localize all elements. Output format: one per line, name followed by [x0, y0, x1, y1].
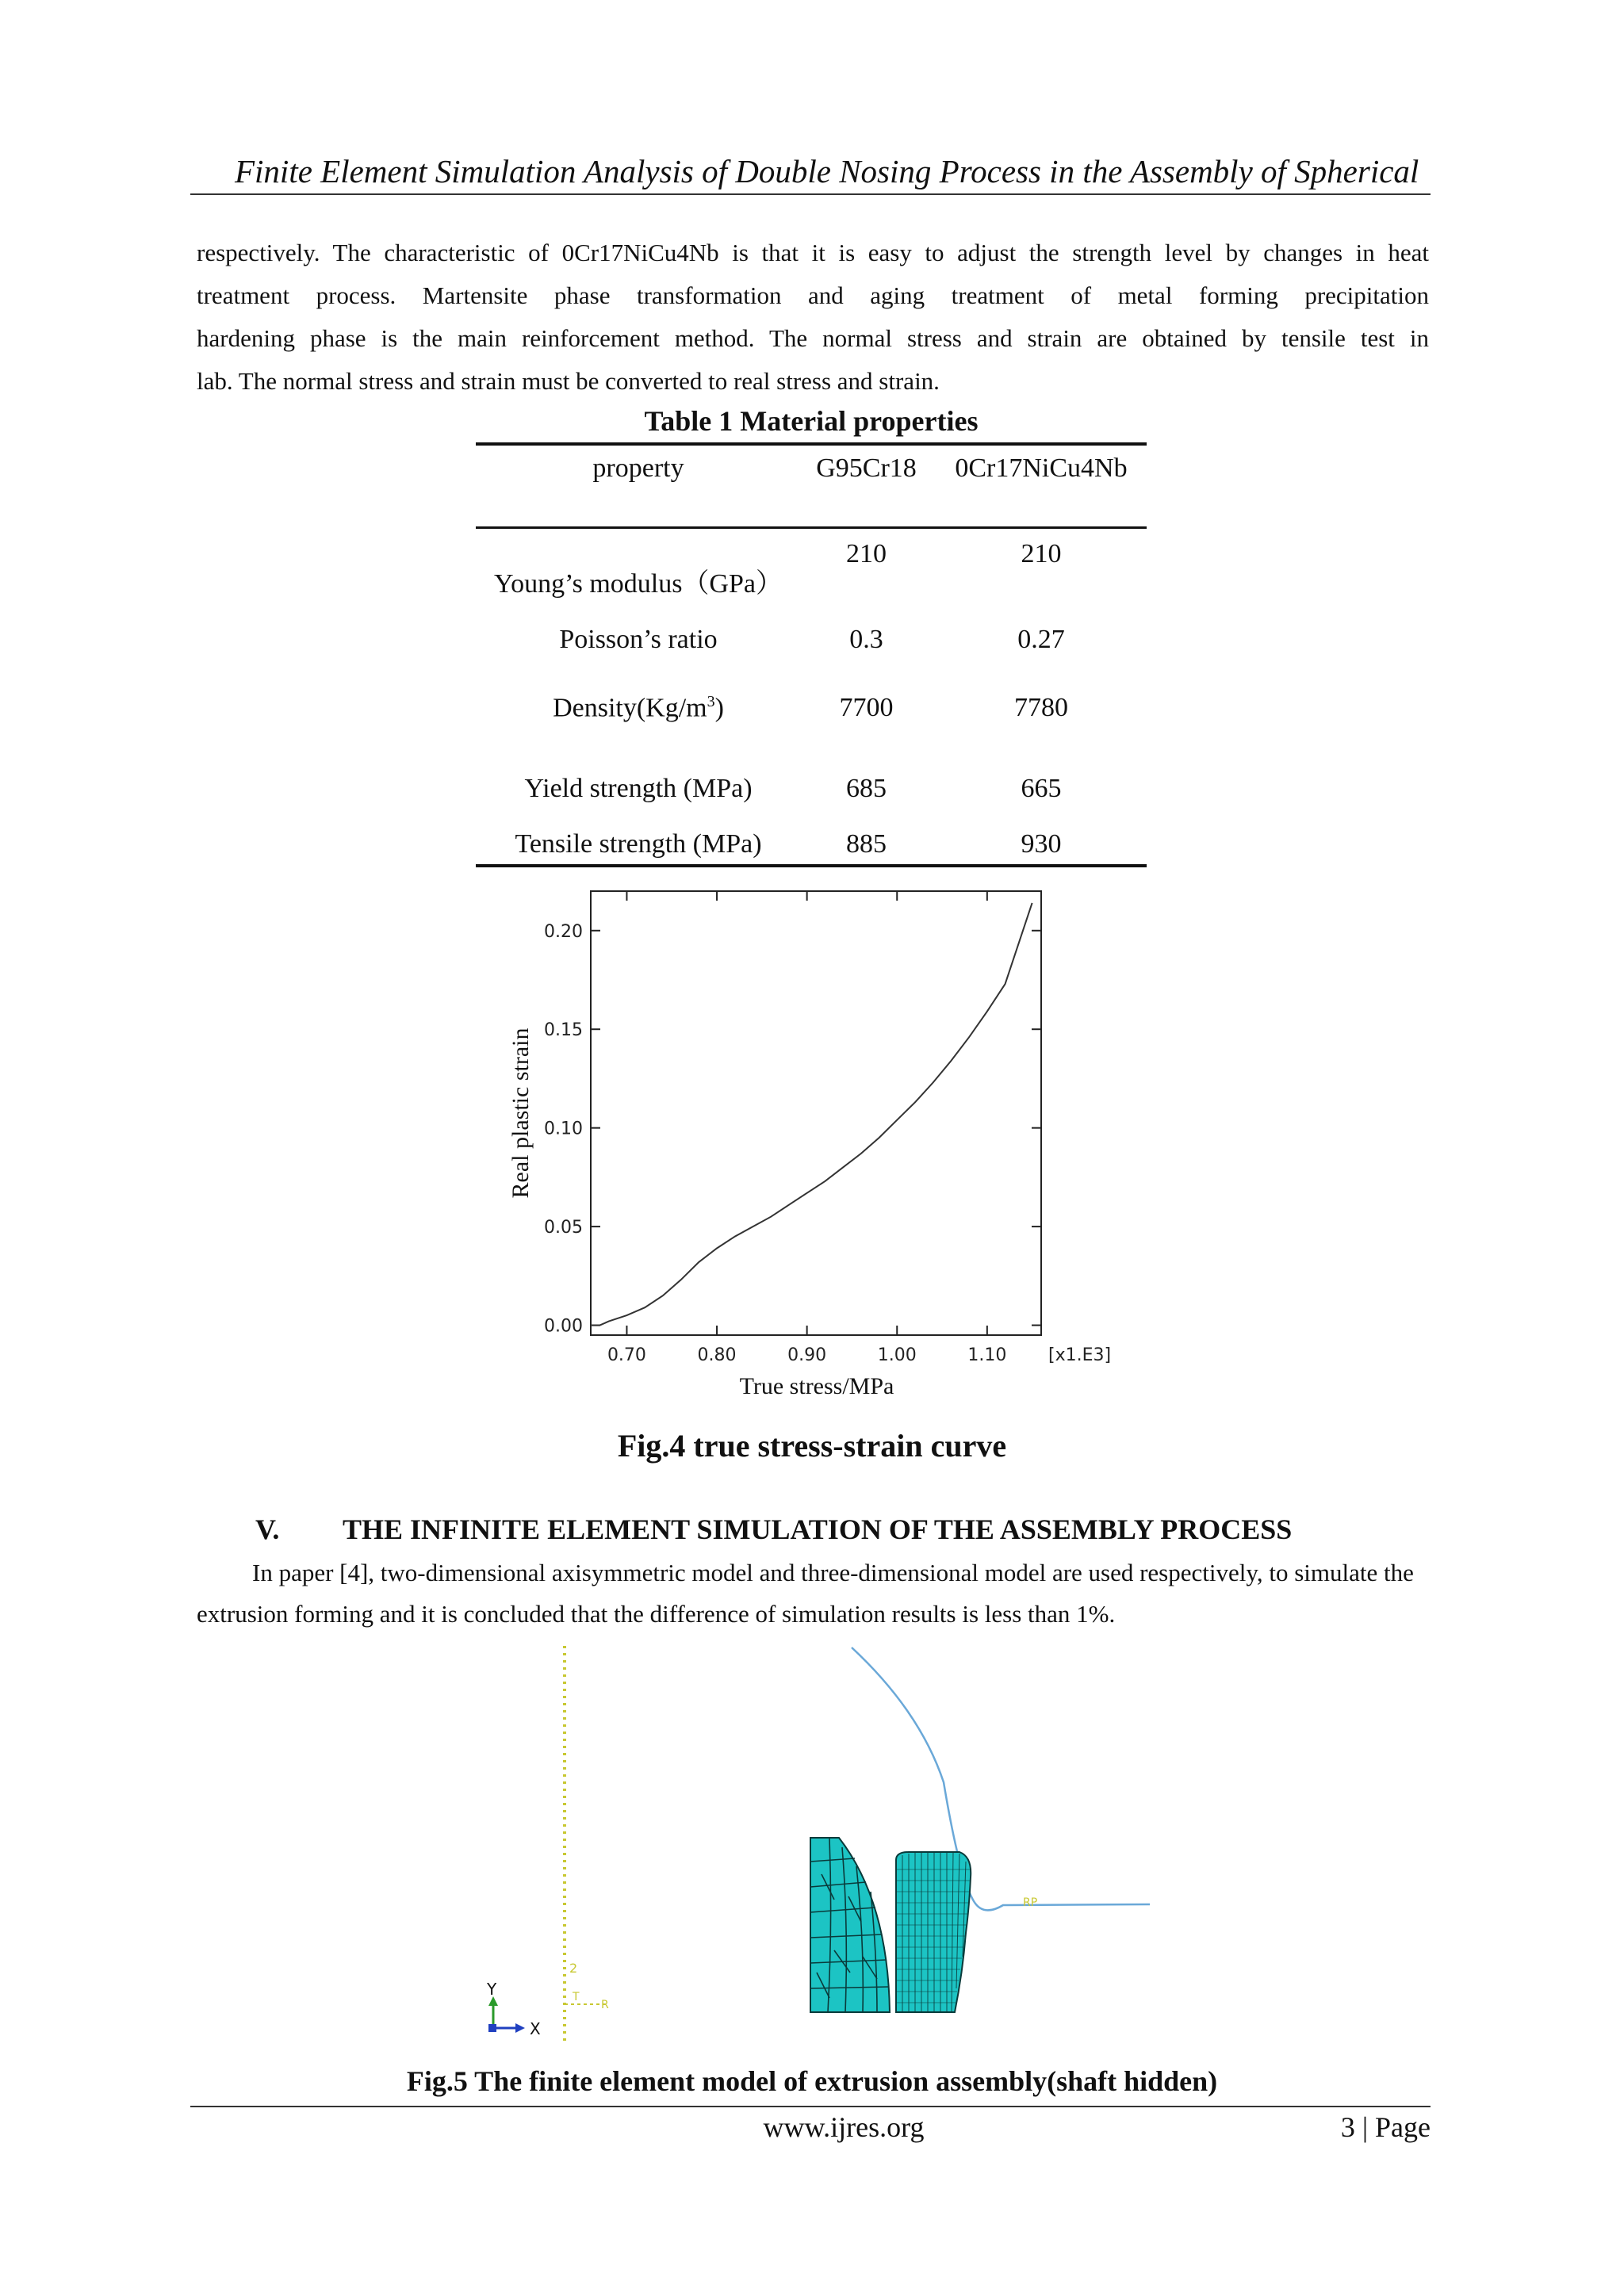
- footer-website: www.ijres.org: [763, 2111, 925, 2143]
- density-label: Density(Kg/m: [553, 693, 707, 723]
- axis-marker-glyph: 2: [569, 1961, 578, 1976]
- reference-point-glyph: RP: [1023, 1896, 1038, 1909]
- header-divider: [190, 193, 1431, 195]
- table-cell-property: Yield strength (MPa): [524, 774, 753, 803]
- section-title: THE INFINITE ELEMENT SIMULATION OF THE ASSEMBLY PROCESS: [343, 1513, 1293, 1545]
- table-cell-value: 685: [846, 774, 887, 803]
- table-cell-property: Poisson’s ratio: [559, 625, 718, 654]
- x-tick-label: 0.70: [607, 1345, 646, 1365]
- table-cell-value: 210: [1021, 539, 1062, 568]
- table-header-property: property: [592, 453, 684, 483]
- table-top-rule: [476, 442, 1147, 446]
- table-cell-value: 7780: [1014, 693, 1068, 722]
- density-label-end: ): [714, 693, 724, 723]
- x-tick-label: 0.80: [697, 1345, 737, 1365]
- table-cell-value: 665: [1021, 774, 1062, 803]
- x-tick-label: 0.90: [787, 1345, 827, 1365]
- y-tick-label: 0.10: [544, 1119, 583, 1139]
- table-cell-value: 930: [1021, 829, 1062, 859]
- y-tick-label: 0.00: [544, 1316, 583, 1337]
- x-axis-glyph: X: [530, 2019, 541, 2038]
- axis-marker-glyph: R: [601, 1999, 609, 2011]
- footer-page-number: 3 | Page: [1340, 2111, 1431, 2143]
- table-cell-value: 210: [846, 539, 887, 568]
- x-tick-label: 1.00: [877, 1345, 917, 1365]
- figure-4-caption: Fig.4 true stress-strain curve: [617, 1428, 1007, 1464]
- table-cell-value: 7700: [839, 693, 894, 722]
- paragraph-line: respectively. The characteristic of 0Cr17NiCu4Nb is that it is easy to adjust the strength level by changes in heat: [197, 239, 1429, 266]
- y-tick-label: 0.20: [544, 921, 583, 942]
- x-tick-label: 1.10: [967, 1345, 1007, 1365]
- axis-marker-glyph: T: [573, 1991, 580, 2003]
- table-bottom-rule: [476, 864, 1147, 867]
- outer-ring-mesh: [896, 1852, 971, 2012]
- running-header-title: Finite Element Simulation Analysis of Double Nosing Process in the Assembly of Spherical: [235, 153, 1419, 189]
- table-cell-value: 0.3: [849, 625, 883, 654]
- y-tick-label: 0.05: [544, 1218, 583, 1238]
- section-paragraph: [197, 1552, 1429, 1635]
- x-axis-label: True stress/MPa: [739, 1373, 894, 1399]
- density-superscript: 3: [707, 693, 715, 710]
- paragraph-line: hardening phase is the main reinforcement method. The normal stress and strain are obtained by tensile test in: [197, 324, 1429, 352]
- stress-strain-chart: [476, 880, 1158, 1411]
- finite-element-model-figure: [476, 1640, 1189, 2052]
- table-cell-property: [476, 693, 801, 723]
- data-series-line: [591, 903, 1032, 1326]
- footer-divider: [190, 2106, 1431, 2107]
- table-header-0cr17nicu4nb: 0Cr17NiCu4Nb: [955, 453, 1128, 483]
- paragraph-line: lab. The normal stress and strain must be converted to real stress and strain.: [197, 367, 940, 395]
- y-tick-label: 0.15: [544, 1020, 583, 1041]
- paragraph-line: treatment process. Martensite phase transformation and aging treatment of metal forming precipitation: [197, 281, 1429, 309]
- table-cell-property: Tensile strength (MPa): [515, 829, 762, 859]
- inner-ring-mesh: [810, 1838, 890, 2012]
- section-paragraph-text: In paper [4], two-dimensional axisymmetric model and three-dimensional model are used respectively, to simulate the extrusion forming and it is concluded that the difference of simulation results is less than 1%.: [197, 1559, 1414, 1628]
- section-number: V.: [255, 1513, 280, 1545]
- figure-5-caption: Fig.5 The finite element model of extrusion assembly(shaft hidden): [406, 2065, 1218, 2097]
- table-header-g95cr18: G95Cr18: [816, 453, 917, 483]
- y-axis-label: Real plastic strain: [508, 1027, 534, 1199]
- table-cell-value: 885: [846, 829, 887, 859]
- y-axis-glyph: Y: [487, 1980, 497, 1999]
- table-header-rule: [476, 526, 1147, 529]
- body-paragraph: [197, 232, 1429, 403]
- table-cell-value: 0.27: [1017, 625, 1065, 654]
- table-cell-property: Young’s modulus（GPa）: [493, 569, 783, 599]
- plot-frame: [591, 891, 1041, 1335]
- table-caption: Table 1 Material properties: [644, 405, 979, 437]
- x-multiplier-label: [x1.E3]: [1048, 1345, 1112, 1365]
- coordinate-triad-icon: [488, 1996, 525, 2033]
